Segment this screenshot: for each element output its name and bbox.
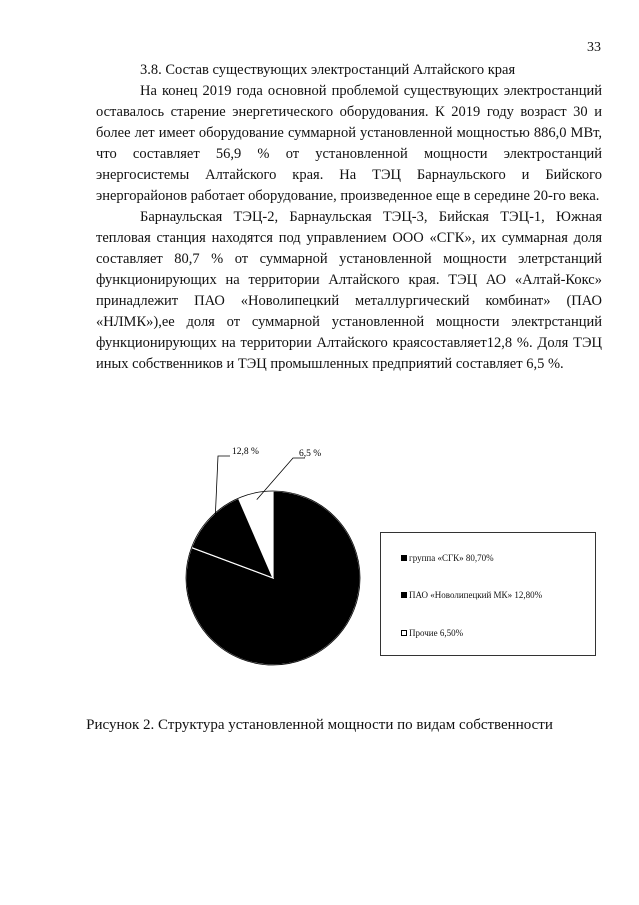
pie-chart-figure: [150, 438, 600, 683]
figure-caption: Рисунок 2. Структура установленной мощности по видам собственности: [86, 717, 553, 733]
text-block: [96, 60, 602, 375]
slice-label-other: 6,5 %: [299, 449, 322, 459]
legend-swatch-other: [401, 630, 407, 636]
chart-legend: [380, 532, 596, 656]
legend-label-other: Прочие 6,50%: [409, 628, 464, 638]
page-number: 33: [587, 40, 601, 55]
section-heading: 3.8. Состав существующих электростанций Алтайского края: [140, 62, 516, 78]
legend-label-nlmk: ПАО «Новолипецкий МК» 12,80%: [409, 590, 543, 600]
pie-chart: [150, 438, 380, 683]
legend-item-other: [401, 628, 463, 638]
legend-swatch-nlmk: [401, 592, 407, 598]
legend-item-nlmk: [401, 590, 542, 600]
legend-swatch-sgk: [401, 555, 407, 561]
paragraph-1: На конец 2019 года основной проблемой существующих электростанций оставалось старение энергетического оборудования. К 2019 году возраст 30 и более лет имеет оборудование суммарной установленной мощностью 886,0 МВт, что составляет 56,9 % от установленной мощности электростанций энергосистемы Алтайского края. На ТЭЦ Барнаульского и Бийского энергорайонов работает оборудование, произведенное еще в середине 20-го века.: [96, 83, 602, 204]
legend-label-sgk: группа «СГК» 80,70%: [409, 553, 494, 563]
paragraph-2: Барнаульская ТЭЦ-2, Барнаульская ТЭЦ-3, Бийская ТЭЦ-1, Южная тепловая станция находятся под управлением ООО «СГК», их суммарная доля составляет 80,7 % от суммарной установленной мощности элетрстанций функционирующих на территории Алтайского края. ТЭЦ АО «Алтай-Кокс» принадлежит ПАО «Новолипецкий металлургический комбинат» (ПАО «НЛМК»),ее доля от суммарной установленной мощности электрстанций функционирующих на территории Алтайского краясоставляет12,8 %. Доля ТЭЦ иных собственников и ТЭЦ промышленных предприятий составляет 6,5 %.: [96, 209, 602, 372]
legend-item-sgk: [401, 553, 494, 563]
slice-label-nlmk: 12,8 %: [232, 447, 259, 457]
